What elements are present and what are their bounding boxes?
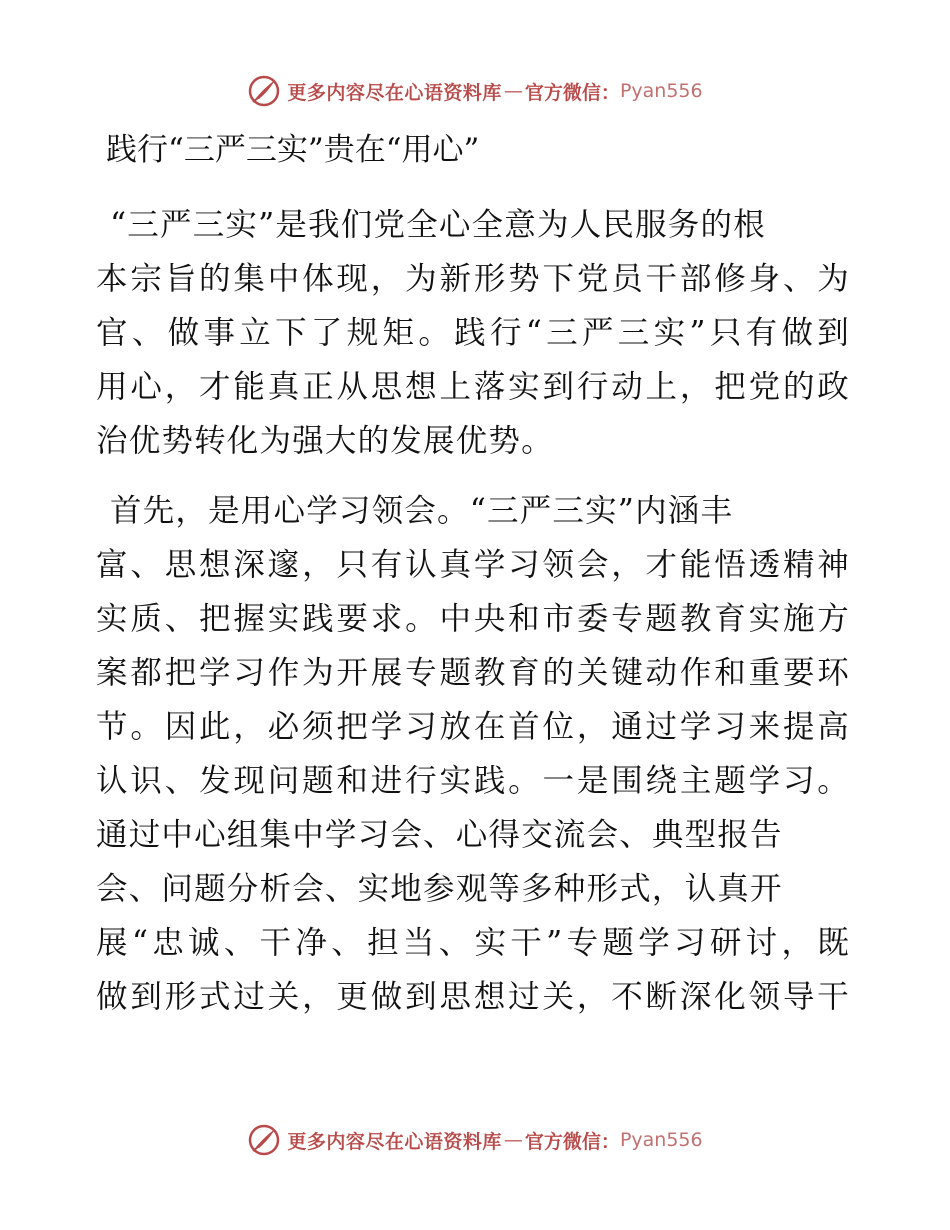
banner-slogan: 更多内容尽在心语资料库: [287, 81, 502, 104]
paragraph-line: 本宗旨的集中体现，为新形势下党员干部修身、为: [96, 261, 850, 297]
paragraph-line: 案都把学习作为开展专题教育的关键动作和重要环: [96, 655, 850, 691]
banner-wechat-id: Pyan556: [619, 80, 703, 102]
paragraph-line: 通过中心组集中学习会、心得交流会、典型报告: [96, 817, 783, 853]
banner-wechat-id: Pyan556: [619, 1129, 703, 1151]
header-banner: [0, 71, 950, 111]
paragraph-line: 首先，是用心学习领会。“三严三实”内涵丰: [110, 493, 734, 529]
paragraph-line: 会、问题分析会、实地参观等多种形式，认真开: [96, 871, 783, 907]
banner-separator: —: [503, 80, 523, 102]
paragraph-line: 实质、把握实践要求。中央和市委专题教育实施方: [96, 601, 850, 637]
paragraph-2: [96, 484, 850, 1024]
footer-banner: [0, 1120, 950, 1160]
banner-wechat-label: 官方微信：: [524, 1130, 620, 1153]
document-title: 践行“三严三实”贵在“用心”: [106, 132, 480, 168]
paragraph-line: 展“忠诚、干净、担当、实干”专题学习研讨，既: [96, 925, 850, 961]
paragraph-line: 治优势转化为强大的发展优势。: [96, 423, 554, 459]
paragraph-line: 富、思想深邃，只有认真学习领会，才能悟透精神: [96, 547, 850, 583]
paragraph-line: 节。因此，必须把学习放在首位，通过学习来提高: [96, 709, 850, 745]
paragraph-1: [96, 198, 850, 468]
document-body: [96, 124, 850, 1040]
paragraph-line: 做到形式过关，更做到思想过关，不断深化领导干: [96, 979, 850, 1015]
quill-logo-icon: [247, 1123, 281, 1157]
paragraph-line: “三严三实”是我们党全心全意为人民服务的根: [110, 207, 766, 243]
paragraph-line: 官、做事立下了规矩。践行“三严三实”只有做到: [96, 315, 850, 351]
paragraph-line: 认识、发现问题和进行实践。一是围绕主题学习。: [96, 763, 850, 799]
paragraph-line: 用心，才能真正从思想上落实到行动上，把党的政: [96, 369, 850, 405]
quill-logo-icon: [247, 74, 281, 108]
banner-wechat-label: 官方微信：: [524, 81, 620, 104]
banner-slogan: 更多内容尽在心语资料库: [287, 1130, 502, 1153]
banner-separator: —: [503, 1129, 523, 1151]
